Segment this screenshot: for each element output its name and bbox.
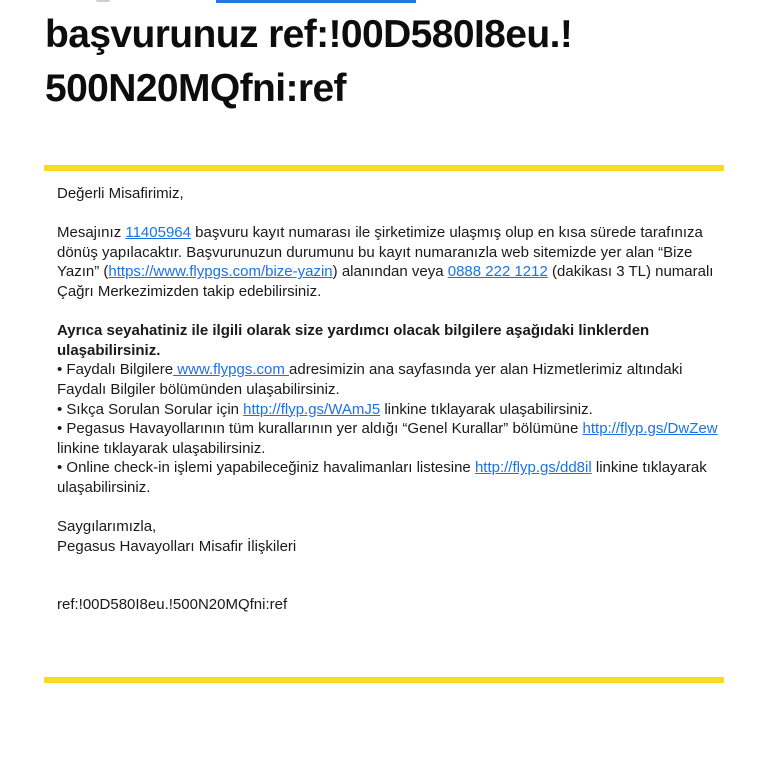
email-subject-title <box>45 8 745 116</box>
top-yellow-divider <box>44 165 724 171</box>
bullet-text: • Sıkça Sorulan Sorular için <box>57 400 244 418</box>
spacer <box>57 302 722 322</box>
reference-footer: ref:!00D580I8eu.!500N20MQfni:ref <box>57 596 288 614</box>
bullet-online-checkin <box>57 458 722 497</box>
faq-link[interactable]: http://flyp.gs/WAmJ5 <box>243 400 381 418</box>
subject-line-1: başvurunuz ref:!00D580I8eu.! <box>45 13 573 56</box>
bullet-text: • Online check-in işlemi yapabileceğiniz havalimanları listesine <box>57 459 475 477</box>
spacer <box>57 204 722 224</box>
flypgs-home-link[interactable]: www.flypgs.com <box>173 361 290 379</box>
bullet-text: linkine tıklayarak ulaşabilirsiniz. <box>57 459 707 496</box>
info-paragraph <box>57 223 722 301</box>
phone-link[interactable]: 0888 222 1212 <box>447 263 548 281</box>
para-text: (dakikası 3 TL) numaralı Çağrı Merkezimizden takip edebilirsiniz. <box>57 263 714 300</box>
bullet-sss <box>57 400 722 420</box>
spacer <box>57 556 722 595</box>
cut-off-title-link-underline[interactable] <box>216 0 416 3</box>
bottom-yellow-divider <box>44 677 724 683</box>
para-text: ) alanından veya <box>332 263 448 281</box>
bullet-text: • Pegasus Havayollarının tüm kurallarının yer aldığı “Genel Kurallar” bölümüne <box>57 420 583 438</box>
bullet-text: adresimizin ana sayfasında yer alan Hizmetlerimiz altındaki Faydalı Bilgiler bölümünden ulaşabilirsiniz. <box>57 361 683 398</box>
greeting: Değerli Misafirimiz, <box>57 185 184 202</box>
bullet-text: linkine tıklayarak ulaşabilirsiniz. <box>57 439 266 457</box>
bullet-text: linkine tıklayarak ulaşabilirsiniz. <box>380 400 593 418</box>
email-body <box>57 184 722 615</box>
signature: Pegasus Havayolları Misafir İlişkileri <box>57 537 297 555</box>
closing: Saygılarımızla, <box>57 518 157 536</box>
cut-off-title-glyph <box>96 0 110 2</box>
bullet-faydali-bilgiler <box>57 360 722 399</box>
para-text: Mesajınız <box>57 224 126 242</box>
para-text: başvuru kayıt numarası ile şirketimize ulaşmış olup en kısa sürede tarafınıza dönüş yapılacaktır. Başvurunuzun durumunu bu kayıt numaranızla web sitemizde yer alan “Bize Yazın” ( <box>57 224 703 281</box>
application-number-link[interactable]: 11405964 <box>125 224 191 242</box>
bullet-text: • Faydalı Bilgilere <box>57 361 174 379</box>
bullet-genel-kurallar <box>57 419 722 458</box>
spacer <box>57 498 722 518</box>
general-rules-link[interactable]: http://flyp.gs/DwZew <box>582 420 718 438</box>
subject-line-2: 500N20MQfni:ref <box>45 67 346 110</box>
bize-yazin-link[interactable]: https://www.flypgs.com/bize-yazin <box>108 263 333 281</box>
checkin-airports-link[interactable]: http://flyp.gs/dd8il <box>474 459 592 477</box>
links-intro: Ayrıca seyahatiniz ile ilgili olarak size yardımcı olacak bilgilere aşağıdaki linklerden ulaşabilirsiniz. <box>57 322 650 359</box>
